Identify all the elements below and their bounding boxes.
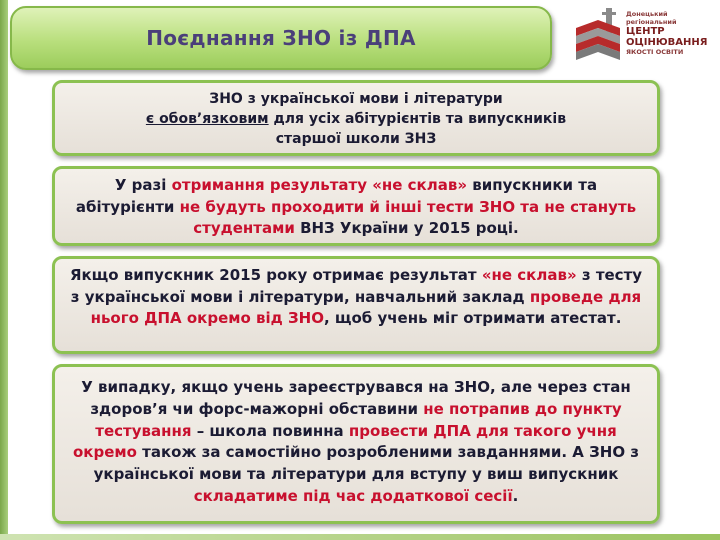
card4-text-1: У випадку, якщо учень зареєструвався на ЗНО, але через стан здоров’я чи форс-мажорні обставини — [81, 378, 631, 418]
card2-text-3: ВНЗ України у 2015 році. — [294, 219, 519, 237]
card2-text-1: У разі — [114, 176, 172, 194]
card1-text: для усіх абітурієнтів та випускників — [268, 111, 567, 127]
info-card-4 — [52, 364, 660, 524]
logo-line-4: ОЦІНЮВАННЯ — [626, 37, 708, 48]
card2-highlight-2: не будуть проходити й інші тести ЗНО та не стануть студентами — [179, 197, 637, 237]
logo-line-5: ЯКОСТІ ОСВІТИ — [626, 48, 684, 56]
slide-title: Поєднання ЗНО із ДПА — [146, 26, 416, 50]
card3-highlight-1: «не склав» — [481, 266, 577, 284]
card4-text-2: – школа повинна — [191, 421, 349, 440]
card1-line-3: старшої школи ЗНЗ — [275, 131, 437, 147]
left-decorative-stripe — [0, 0, 8, 540]
card2-text-2: випускники та абітурієнти — [75, 176, 598, 216]
logo-line-3: ЦЕНТР — [626, 26, 665, 37]
card3-text-3: , щоб учень міг отримати атестат. — [323, 309, 622, 327]
logo-line-2: регіональний — [626, 18, 677, 26]
info-card-1 — [52, 80, 660, 156]
card4-text-3: також за самостійно розробленими завданнями. А ЗНО з української мови та літератури для вступу у виш випускник — [93, 443, 640, 484]
card4-highlight-2: провести ДПА для такого учня окремо — [72, 421, 617, 462]
card1-line-1: ЗНО з української мови і літератури — [209, 91, 503, 107]
bottom-decorative-stripe — [0, 534, 720, 540]
book-emblem-icon — [572, 6, 624, 64]
card4-text-4: . — [512, 486, 519, 505]
card3-text-2: з тесту з української мови і літератури, навчальний заклад — [70, 266, 643, 306]
logo-line-1: Донецький — [626, 10, 668, 18]
info-card-2 — [52, 166, 660, 246]
card3-text-1: Якщо випускник 2015 року отримає результат — [69, 266, 482, 284]
card4-highlight-3: складатиме під час додаткової сесії — [193, 486, 513, 505]
card3-highlight-2: проведе для нього ДПА окремо від ЗНО — [90, 287, 642, 327]
card1-emphasis: є обов’язковим — [145, 111, 269, 127]
card4-highlight-1: не потрапив до пункту тестування — [95, 399, 622, 440]
card2-highlight-1: отримання результату «не склав» — [171, 176, 468, 194]
card1-line-2 — [67, 109, 645, 129]
organization-logo — [568, 2, 716, 68]
title-banner — [10, 6, 552, 70]
info-card-3 — [52, 256, 660, 354]
